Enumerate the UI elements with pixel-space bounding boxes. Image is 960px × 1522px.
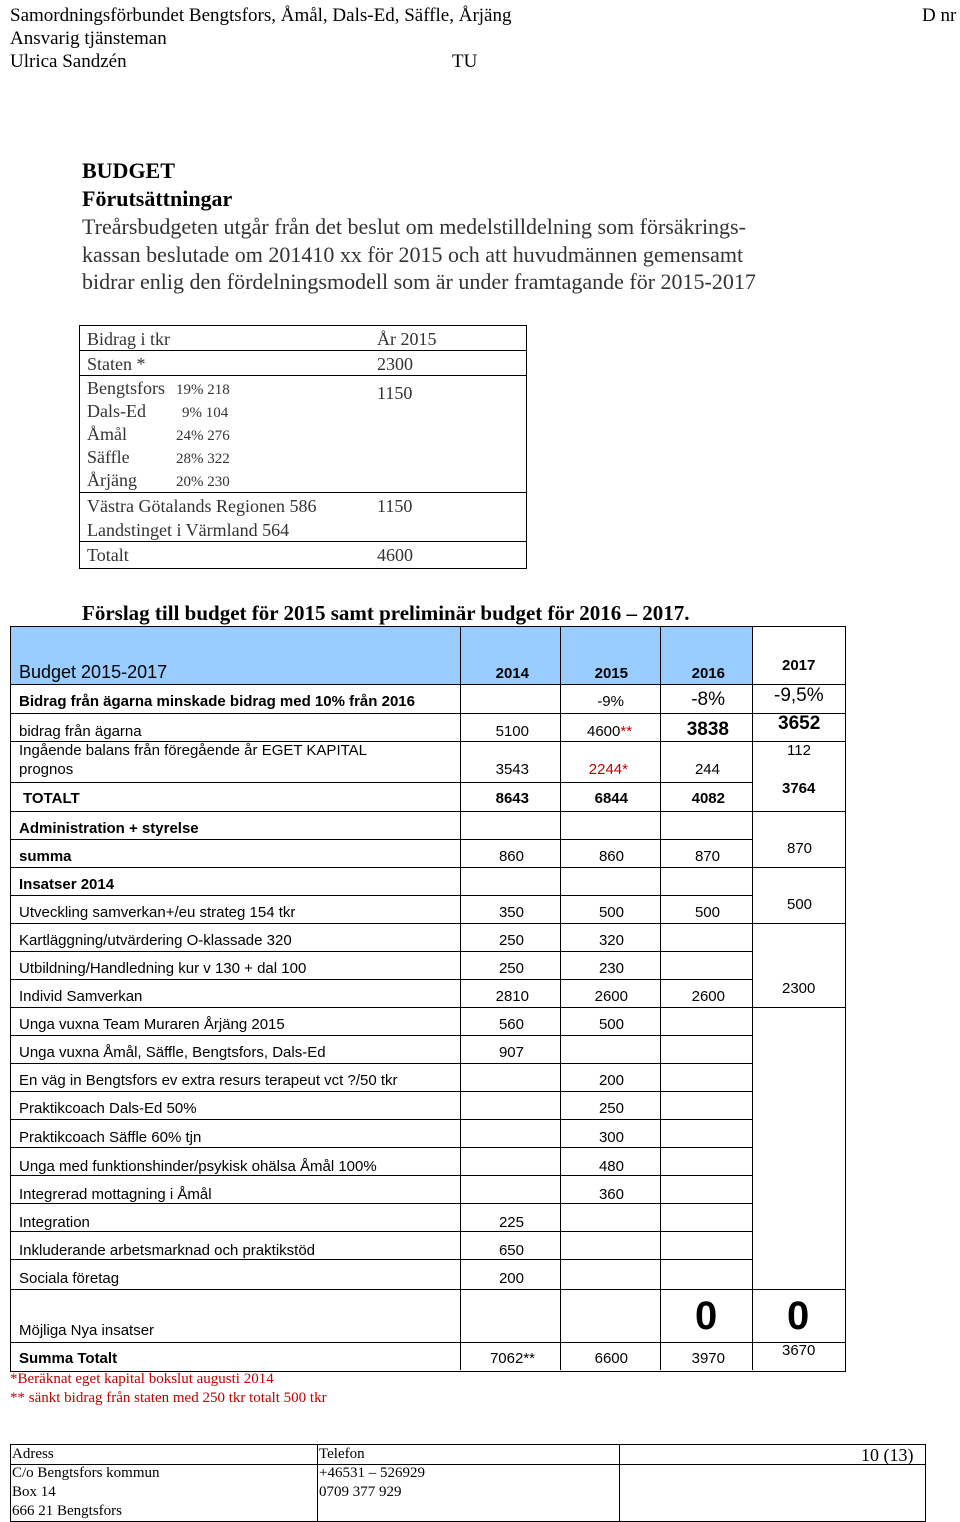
cell-2017: 3652: [778, 713, 821, 734]
cell-2015: 320: [598, 932, 624, 949]
row-divider: [11, 782, 752, 783]
cell-2015: 2244*: [588, 761, 628, 778]
cell-2016: 4082: [691, 790, 725, 807]
cell-2014: 200: [498, 1270, 524, 1287]
region-varmland: Landstinget i Värmland 564: [87, 520, 290, 540]
budget-paragraph-1: Treårsbudgeten utgår från det beslut om medelstilldelning som försäkrings-: [82, 214, 746, 239]
row-label: bidrag från ägarna: [19, 723, 142, 740]
row-divider: [11, 895, 752, 896]
row-label: Praktikcoach Säffle 60% tjn: [19, 1129, 202, 1146]
col-2014: 2014: [495, 665, 529, 682]
region-vg: Västra Götalands Regionen 586: [87, 496, 317, 516]
total-value: 4600: [377, 545, 413, 565]
footnote-2: ** sänkt bidrag från staten med 250 tkr totalt 500 tkr: [10, 1390, 327, 1406]
footer-adress-label: Adress: [12, 1446, 54, 1462]
cell-2015: 6600: [594, 1350, 628, 1367]
cell-2016: 0: [695, 1294, 718, 1338]
row-label: Administration + styrelse: [19, 820, 199, 837]
cell-2014: 2810: [495, 988, 529, 1005]
budget-paragraph-3: bidrar enlig den fördelningsmodell som är under framtagande för 2015-2017: [82, 269, 756, 294]
budget-subtitle: Förutsättningar: [82, 186, 233, 211]
budget-paragraph-2: kassan beslutade om 201410 xx för 2015 och att huvudmännen gemensamt: [82, 242, 744, 267]
cell-2017: 0: [787, 1294, 810, 1338]
row-divider: [11, 1091, 752, 1092]
staten-value: 2300: [377, 354, 413, 374]
cell-2014: 860: [498, 848, 524, 865]
cell-2016: -8%: [691, 689, 725, 710]
footer-page-number: 10 (13): [861, 1445, 914, 1465]
footnote-1: *Beräknat eget kapital bokslut augusti 2014: [10, 1371, 274, 1387]
cell-2015: 2600: [594, 988, 628, 1005]
row-divider: [11, 1063, 752, 1064]
cell-2015: 860: [598, 848, 624, 865]
row-divider: [11, 979, 752, 980]
row-divider: [11, 713, 845, 714]
footer-adress-1: C/o Bengtsfors kommun: [12, 1465, 160, 1481]
cell-2014: 3543: [495, 761, 529, 778]
municipality-arjang: Årjäng: [87, 470, 137, 490]
municipality-share: 19% 218: [176, 382, 230, 398]
row-divider: [80, 492, 526, 493]
header-dnr: D nr: [922, 5, 957, 26]
municipalities-value: 1150: [377, 383, 413, 403]
total-label: Totalt: [87, 545, 129, 565]
cell-2016: 870: [694, 848, 720, 865]
budget-title: BUDGET: [82, 158, 175, 183]
row-label: TOTALT: [23, 790, 80, 807]
row-divider: [11, 811, 845, 812]
row-label: Integration: [19, 1214, 90, 1231]
cell-2015: 500: [598, 904, 624, 921]
row-label: Summa Totalt: [19, 1350, 118, 1367]
row-divider: [11, 1342, 845, 1343]
row-label: Bidrag från ägarna minskade bidrag med 10% från 2016: [19, 693, 415, 710]
cell-2017: 3670: [782, 1342, 816, 1359]
municipality-bengtsfors: Bengtsfors: [87, 378, 165, 398]
cell-2015: 230: [598, 960, 624, 977]
cell-2014: 250: [498, 932, 524, 949]
row-label: Integrerad mottagning i Åmål: [19, 1186, 212, 1203]
cell-2016: 3838: [686, 719, 729, 740]
cell-2015: 500: [598, 1016, 624, 1033]
row-divider: [11, 1147, 752, 1148]
header-tu: TU: [452, 51, 478, 72]
row-divider: [11, 1231, 752, 1232]
cell-2017: 112: [787, 742, 811, 759]
cell-2015: 480: [598, 1158, 624, 1175]
cell-2015: 4600**: [587, 723, 633, 740]
cell-2017: 2300: [782, 980, 816, 997]
cell-2014: 5100: [495, 723, 529, 740]
cell-2015: 250: [598, 1100, 624, 1117]
cell-2016: 500: [694, 904, 720, 921]
cell-2014: 650: [498, 1242, 524, 1259]
cell-2014: 250: [498, 960, 524, 977]
municipality-dals-ed: Dals-Ed: [87, 401, 146, 421]
contribution-table: [79, 325, 527, 569]
row-label: Utbildning/Handledning kur v 130 + dal 100: [19, 960, 307, 977]
cell-2015: 300: [598, 1129, 624, 1146]
row-divider: [11, 684, 845, 685]
col-2015: 2015: [594, 665, 628, 682]
col-2016: 2016: [691, 665, 725, 682]
cell-2017: -9,5%: [774, 685, 824, 706]
row-divider: [11, 867, 845, 868]
municipality-share: 24% 276: [176, 428, 230, 444]
staten-label: Staten *: [87, 354, 146, 374]
cell-2014: 560: [498, 1016, 524, 1033]
row-label: Kartläggning/utvärdering O-klassade 320: [19, 932, 292, 949]
cell-2015: 360: [598, 1186, 624, 1203]
row-divider: [80, 350, 526, 351]
cell-2017: 500: [787, 896, 813, 913]
cell-2014: 8643: [495, 790, 529, 807]
municipality-saffle: Säffle: [87, 447, 130, 467]
row-label: Insatser 2014: [19, 876, 115, 893]
cell-2017: 870: [787, 840, 813, 857]
footer-divider: [619, 1445, 620, 1521]
table-title: Budget 2015-2017: [19, 662, 168, 682]
footer-tel-2: 0709 377 929: [319, 1484, 402, 1500]
page-footer: [10, 1444, 926, 1522]
row-label: Inkluderande arbetsmarknad och praktikstöd: [19, 1242, 316, 1259]
cell-2014: 7062**: [489, 1350, 535, 1367]
cell-2016: 2600: [691, 988, 725, 1005]
row-divider: [11, 1035, 752, 1036]
row-label: Individ Samverkan: [19, 988, 143, 1005]
footer-tel-label: Telefon: [319, 1446, 365, 1462]
row-divider: [11, 1289, 845, 1290]
row-divider: [11, 1007, 845, 1008]
header-org: Samordningsförbundet Bengtsfors, Åmål, Dals-Ed, Säffle, Årjäng: [10, 5, 512, 26]
cell-2015: -9%: [597, 693, 624, 710]
row-divider: [11, 839, 752, 840]
header-resp-name: Ulrica Sandzén: [10, 51, 127, 72]
row-divider: [11, 923, 845, 924]
header-resp-label: Ansvarig tjänsteman: [10, 28, 167, 49]
col-header-year: År 2015: [377, 329, 437, 349]
cell-2017: 3764: [782, 780, 816, 797]
row-divider: [11, 951, 752, 952]
budget-table: [10, 626, 846, 1372]
cell-2016: 3970: [691, 1350, 725, 1367]
row-label: Ingående balans från föregående år EGET KAPITAL: [19, 742, 368, 759]
row-label: Unga vuxna Team Muraren Årjäng 2015: [19, 1016, 285, 1033]
row-label: Unga vuxna Åmål, Säffle, Bengtsfors, Dals-Ed: [19, 1044, 326, 1061]
row-divider: [80, 375, 526, 376]
row-label: Praktikcoach Dals-Ed 50%: [19, 1100, 197, 1117]
row-divider: [11, 1119, 752, 1120]
row-label: Möjliga Nya insatser: [19, 1322, 155, 1339]
col-2017: 2017: [782, 657, 816, 674]
footer-tel-1: +46531 – 526929: [319, 1465, 425, 1481]
row-label: summa: [19, 848, 72, 865]
col-header-bidrag: Bidrag i tkr: [87, 329, 170, 349]
row-label: Unga med funktionshinder/psykisk ohälsa Åmål 100%: [19, 1158, 377, 1175]
footer-divider: [317, 1445, 318, 1521]
cell-2016: 244: [694, 761, 720, 778]
cell-2015: 6844: [594, 790, 628, 807]
regions-value: 1150: [377, 496, 413, 516]
column-divider: [752, 627, 753, 1370]
municipality-share: 20% 230: [176, 474, 230, 490]
row-divider: [80, 541, 526, 542]
row-label: Sociala företag: [19, 1270, 120, 1287]
cell-2015: 200: [598, 1072, 624, 1089]
footer-adress-2: Box 14: [12, 1484, 56, 1500]
footer-adress-3: 666 21 Bengtsfors: [12, 1503, 122, 1519]
municipality-amal: Åmål: [87, 424, 127, 444]
cell-2014: 907: [498, 1044, 524, 1061]
row-label: Utveckling samverkan+/eu strateg 154 tkr: [19, 904, 296, 921]
municipality-share: 28% 322: [176, 451, 230, 467]
cell-2014: 350: [498, 904, 524, 921]
row-label-cont: prognos: [19, 761, 74, 778]
cell-2014: 225: [498, 1214, 524, 1231]
proposal-heading: Förslag till budget för 2015 samt preliminär budget för 2016 – 2017.: [82, 601, 690, 625]
municipality-share: 9% 104: [182, 405, 229, 421]
row-label: En väg in Bengtsfors ev extra resurs terapeut vct ?/50 tkr: [19, 1072, 398, 1089]
